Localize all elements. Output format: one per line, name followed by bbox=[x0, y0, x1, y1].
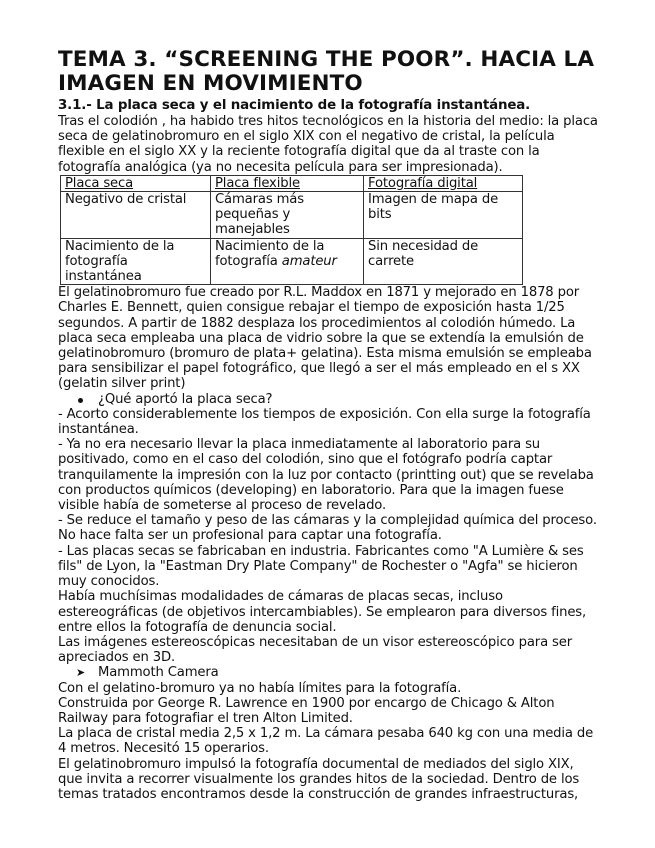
table-cell: Nacimiento de la fotografía instantánea bbox=[61, 238, 211, 285]
paragraph: Había muchísimas modalidades de cámaras de placas secas, incluso estereográficas (de objetivos intercambiables). Se emplearon para diversos fines, entre ellos la fotografía de denuncia social. bbox=[58, 589, 587, 635]
table-cell-emphasis: amateur bbox=[281, 253, 337, 269]
list-item: - Ya no era necesario llevar la placa inmediatamente al laboratorio para su positivado, como en el caso del colodión, sino que el fotógrafo podría captar tranquilamente la impresión con la luz por contacto (printting out) que se revelaba con productos químicos (developing) en laboratorio. Para que la imagen fuese visible había de someterse al proceso de revelado. bbox=[58, 437, 594, 514]
bullet-dot-icon bbox=[78, 398, 83, 403]
list-item: - Se reduce el tamaño y peso de las cámaras y la complejidad química del proceso. No hace falta ser un profesional para captar una fotografía. bbox=[58, 513, 597, 544]
table-header-row bbox=[61, 175, 523, 191]
table-row bbox=[61, 238, 523, 285]
table-header-cell: Placa seca bbox=[61, 175, 211, 191]
bullet-item bbox=[58, 392, 598, 407]
paragraph: El gelatinobromuro impulsó la fotografía documental de mediados del siglo XIX, que invita a recorrer visualmente los grandes hitos de la sociedad. Dentro de los temas tratados encontramos desde la construcción de grandes infraestructuras, bbox=[58, 756, 580, 802]
paragraph: Construida por George R. Lawrence en 1900 por encargo de Chicago & Alton Railway para fotografiar el tren Alton Limited. bbox=[58, 695, 555, 726]
paragraph: Con el gelatino-bromuro ya no había límites para la fotografía. bbox=[58, 680, 462, 696]
table-cell bbox=[211, 238, 364, 285]
bullet-text: ¿Qué aportó la placa seca? bbox=[98, 391, 273, 407]
arrow-bullet-item bbox=[58, 665, 598, 680]
arrow-bullet-icon: ➤ bbox=[76, 666, 86, 680]
section-heading: 3.1.- La placa seca y el nacimiento de la fotografía instantánea. bbox=[58, 98, 531, 113]
intro-paragraph: Tras el colodión , ha habido tres hitos tecnológicos en la historia del medio: la placa seca de gelatinobromuro en el siglo XIX con el negativo de cristal, la película flexible en el siglo XX y la reciente fotografía digital que da al traste con la fotografía analógica (ya no necesita película para ser impresionada). bbox=[58, 114, 598, 175]
list-item: - Las placas secas se fabricaban en industria. Fabricantes como "A Lumière & ses fils" de Lyon, la "Eastman Dry Plate Company" de Rochester o "Agfa" se hicieron muy conocidos. bbox=[58, 543, 584, 590]
table-header-cell: Fotografía digital bbox=[364, 175, 523, 191]
table-cell-text: Nacimiento de la fotografía bbox=[215, 238, 325, 269]
table-row bbox=[61, 192, 523, 239]
page-title: TEMA 3. “SCREENING THE POOR”. HACIA LA IMAGEN EN MOVIMIENTO bbox=[58, 47, 595, 96]
paragraph: Las imágenes estereoscópicas necesitaban de un visor estereoscópico para ser apreciados en 3D. bbox=[58, 634, 573, 666]
paragraph: La placa de cristal media 2,5 x 1,2 m. La cámara pesaba 640 kg con una media de 4 metros. Necesitó 15 operarios. bbox=[58, 726, 594, 757]
list-item: - Acorto considerablemente los tiempos de exposición. Con ella surge la fotografía instantánea. bbox=[58, 406, 591, 438]
table-cell: Cámaras más pequeñas y manejables bbox=[211, 192, 364, 239]
arrow-bullet-text: Mammoth Camera bbox=[98, 665, 219, 681]
table-cell: Sin necesidad de carrete bbox=[364, 238, 523, 285]
document-page bbox=[58, 48, 598, 802]
paragraph: El gelatinobromuro fue creado por R.L. Maddox en 1871 y mejorado en 1878 por Charles E. Bennett, quien consigue rebajar el tiempo de exposición hasta 1/25 segundos. A partir de 1882 desplaza los procedimientos al colodión húmedo. La placa seca empleaba una placa de vidrio sobre la que se extendía la emulsión de gelatinobromuro (bromuro de plata+ gelatina). Esta misma emulsión se empleaba para sensibilizar el papel fotográfico, que llegó a ser el más empleado en el s XX (gelatin silver print) bbox=[58, 285, 592, 392]
table-header-cell: Placa flexible bbox=[211, 175, 364, 191]
table-cell: Negativo de cristal bbox=[61, 192, 211, 239]
comparison-table bbox=[60, 175, 523, 285]
table-cell: Imagen de mapa de bits bbox=[364, 192, 523, 239]
